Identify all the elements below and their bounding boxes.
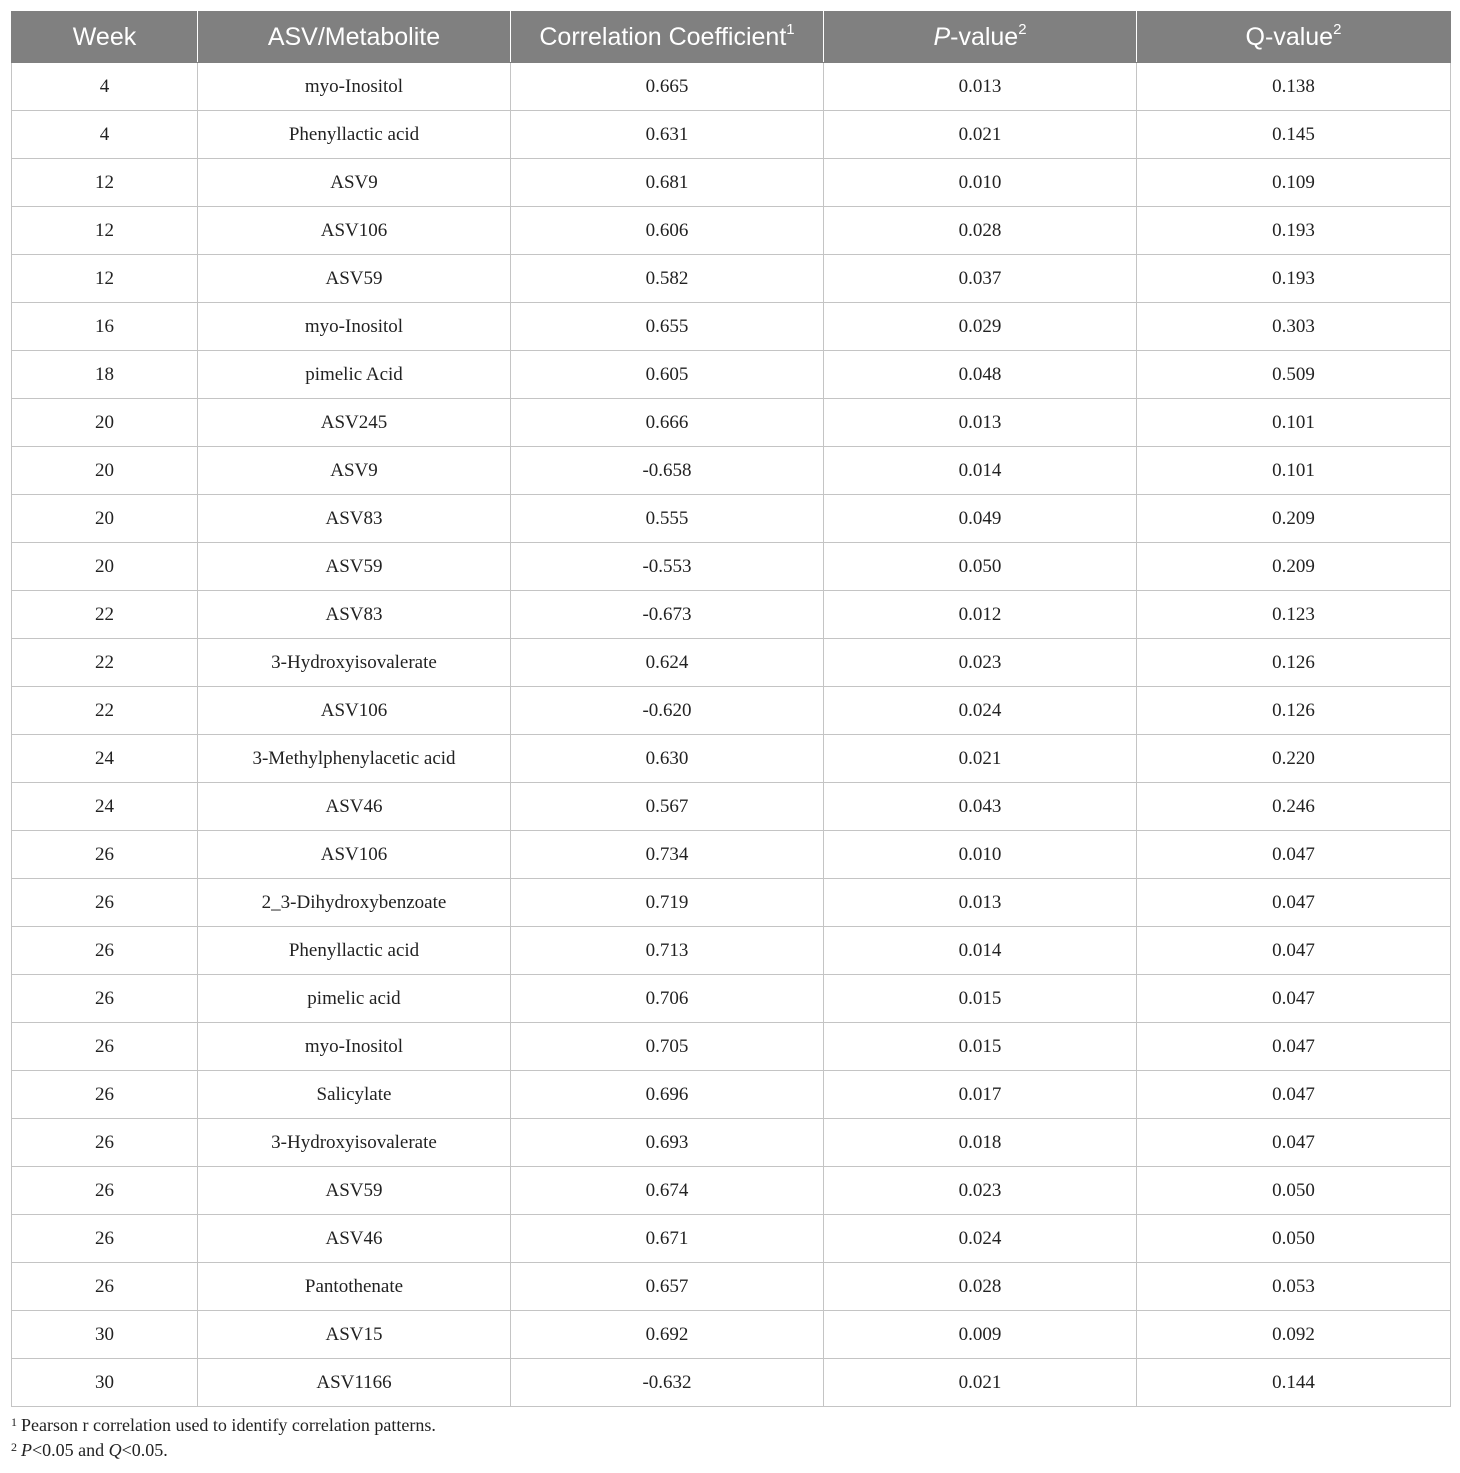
header-asv-metabolite-label: ASV/Metabolite — [267, 22, 441, 51]
cell-week: 24 — [12, 783, 198, 831]
cell-week: 26 — [12, 1215, 198, 1263]
table-row — [12, 879, 1451, 927]
header-q-label: Q-value — [1245, 22, 1334, 51]
cell-correlation: 0.555 — [511, 495, 824, 543]
cell-q-value: 0.509 — [1137, 351, 1451, 399]
table-row — [12, 639, 1451, 687]
cell-p-value: 0.014 — [824, 447, 1137, 495]
cell-asv-metabolite: ASV46 — [198, 783, 511, 831]
header-q-value — [1137, 12, 1451, 63]
table-row — [12, 495, 1451, 543]
table-row — [12, 159, 1451, 207]
cell-asv-metabolite: myo-Inositol — [198, 63, 511, 111]
cell-p-value: 0.010 — [824, 831, 1137, 879]
cell-week: 16 — [12, 303, 198, 351]
table-row — [12, 63, 1451, 111]
cell-asv-metabolite: ASV106 — [198, 831, 511, 879]
cell-week: 4 — [12, 111, 198, 159]
cell-p-value: 0.009 — [824, 1311, 1137, 1359]
cell-q-value: 0.220 — [1137, 735, 1451, 783]
cell-q-value: 0.246 — [1137, 783, 1451, 831]
cell-p-value: 0.015 — [824, 1023, 1137, 1071]
cell-asv-metabolite: ASV83 — [198, 591, 511, 639]
cell-q-value: 0.145 — [1137, 111, 1451, 159]
cell-week: 26 — [12, 927, 198, 975]
cell-correlation: 0.719 — [511, 879, 824, 927]
cell-p-value: 0.013 — [824, 879, 1137, 927]
cell-correlation: -0.620 — [511, 687, 824, 735]
table-row — [12, 783, 1451, 831]
cell-week: 12 — [12, 255, 198, 303]
cell-asv-metabolite: Phenyllactic acid — [198, 111, 511, 159]
cell-p-value: 0.021 — [824, 111, 1137, 159]
table-row — [12, 735, 1451, 783]
cell-q-value: 0.047 — [1137, 1119, 1451, 1167]
cell-asv-metabolite: ASV106 — [198, 687, 511, 735]
cell-q-value: 0.047 — [1137, 1071, 1451, 1119]
cell-week: 20 — [12, 495, 198, 543]
table-row — [12, 927, 1451, 975]
table-row — [12, 687, 1451, 735]
cell-week: 26 — [12, 831, 198, 879]
table-row — [12, 975, 1451, 1023]
cell-p-value: 0.023 — [824, 639, 1137, 687]
table-row — [12, 351, 1451, 399]
cell-q-value: 0.092 — [1137, 1311, 1451, 1359]
cell-correlation: 0.693 — [511, 1119, 824, 1167]
cell-q-value: 0.050 — [1137, 1167, 1451, 1215]
footnote-ref-2: 2 — [1018, 20, 1027, 38]
cell-correlation: -0.632 — [511, 1359, 824, 1407]
cell-asv-metabolite: ASV46 — [198, 1215, 511, 1263]
footnote-2-mark: 2 — [11, 1440, 17, 1454]
cell-asv-metabolite: myo-Inositol — [198, 1023, 511, 1071]
cell-p-value: 0.013 — [824, 399, 1137, 447]
cell-correlation: 0.582 — [511, 255, 824, 303]
cell-week: 18 — [12, 351, 198, 399]
cell-asv-metabolite: Salicylate — [198, 1071, 511, 1119]
cell-week: 24 — [12, 735, 198, 783]
cell-correlation: -0.553 — [511, 543, 824, 591]
cell-q-value: 0.047 — [1137, 1023, 1451, 1071]
cell-correlation: 0.655 — [511, 303, 824, 351]
table-row — [12, 303, 1451, 351]
table-row — [12, 447, 1451, 495]
cell-p-value: 0.015 — [824, 975, 1137, 1023]
footnote-2 — [11, 1438, 1450, 1463]
table-row — [12, 255, 1451, 303]
cell-p-value: 0.012 — [824, 591, 1137, 639]
cell-correlation: 0.706 — [511, 975, 824, 1023]
cell-correlation: 0.606 — [511, 207, 824, 255]
cell-p-value: 0.024 — [824, 1215, 1137, 1263]
cell-q-value: 0.138 — [1137, 63, 1451, 111]
cell-week: 12 — [12, 159, 198, 207]
cell-correlation: 0.713 — [511, 927, 824, 975]
cell-q-value: 0.047 — [1137, 927, 1451, 975]
cell-week: 20 — [12, 399, 198, 447]
cell-asv-metabolite: 3-Hydroxyisovalerate — [198, 639, 511, 687]
cell-correlation: 0.630 — [511, 735, 824, 783]
header-p-italic: P — [933, 22, 951, 51]
table-footnotes — [11, 1413, 1450, 1463]
cell-p-value: 0.048 — [824, 351, 1137, 399]
footnote-2-mid: <0.05 and — [32, 1440, 109, 1460]
cell-q-value: 0.101 — [1137, 447, 1451, 495]
cell-week: 22 — [12, 591, 198, 639]
table-row — [12, 1167, 1451, 1215]
cell-q-value: 0.144 — [1137, 1359, 1451, 1407]
header-week-label: Week — [72, 22, 137, 51]
footnote-2-p: P — [21, 1440, 32, 1460]
table-body — [12, 63, 1451, 1407]
table-header-row — [12, 12, 1451, 63]
cell-p-value: 0.021 — [824, 735, 1137, 783]
cell-q-value: 0.123 — [1137, 591, 1451, 639]
cell-asv-metabolite: ASV15 — [198, 1311, 511, 1359]
cell-week: 20 — [12, 447, 198, 495]
footnote-ref-1: 1 — [786, 20, 795, 38]
cell-asv-metabolite: ASV83 — [198, 495, 511, 543]
footnote-1 — [11, 1413, 1450, 1438]
cell-asv-metabolite: 3-Hydroxyisovalerate — [198, 1119, 511, 1167]
table-row — [12, 399, 1451, 447]
table-row — [12, 1311, 1451, 1359]
cell-asv-metabolite: pimelic acid — [198, 975, 511, 1023]
cell-week: 4 — [12, 63, 198, 111]
cell-asv-metabolite: Phenyllactic acid — [198, 927, 511, 975]
footnote-1-mark: 1 — [11, 1415, 17, 1429]
cell-week: 26 — [12, 1263, 198, 1311]
cell-correlation: 0.605 — [511, 351, 824, 399]
cell-asv-metabolite: ASV59 — [198, 543, 511, 591]
cell-week: 26 — [12, 879, 198, 927]
cell-q-value: 0.047 — [1137, 879, 1451, 927]
cell-p-value: 0.021 — [824, 1359, 1137, 1407]
cell-correlation: 0.567 — [511, 783, 824, 831]
cell-p-value: 0.028 — [824, 1263, 1137, 1311]
cell-week: 30 — [12, 1359, 198, 1407]
table-row — [12, 591, 1451, 639]
cell-asv-metabolite: 3-Methylphenylacetic acid — [198, 735, 511, 783]
cell-q-value: 0.209 — [1137, 543, 1451, 591]
header-correlation-coefficient — [511, 12, 824, 63]
table-row — [12, 1071, 1451, 1119]
table-row — [12, 831, 1451, 879]
table-row — [12, 1359, 1451, 1407]
cell-asv-metabolite: ASV245 — [198, 399, 511, 447]
cell-q-value: 0.193 — [1137, 207, 1451, 255]
cell-correlation: 0.692 — [511, 1311, 824, 1359]
cell-p-value: 0.010 — [824, 159, 1137, 207]
table-row — [12, 1215, 1451, 1263]
cell-p-value: 0.028 — [824, 207, 1137, 255]
cell-asv-metabolite: ASV59 — [198, 255, 511, 303]
correlation-table-container — [11, 11, 1450, 1407]
cell-q-value: 0.303 — [1137, 303, 1451, 351]
table-row — [12, 1023, 1451, 1071]
cell-correlation: 0.671 — [511, 1215, 824, 1263]
cell-q-value: 0.101 — [1137, 399, 1451, 447]
cell-correlation: 0.674 — [511, 1167, 824, 1215]
cell-correlation: -0.673 — [511, 591, 824, 639]
cell-correlation: 0.705 — [511, 1023, 824, 1071]
cell-p-value: 0.029 — [824, 303, 1137, 351]
cell-week: 22 — [12, 639, 198, 687]
cell-p-value: 0.024 — [824, 687, 1137, 735]
cell-p-value: 0.037 — [824, 255, 1137, 303]
cell-asv-metabolite: ASV9 — [198, 447, 511, 495]
header-asv-metabolite — [198, 12, 511, 63]
cell-q-value: 0.047 — [1137, 831, 1451, 879]
correlation-table — [11, 11, 1451, 1407]
cell-week: 20 — [12, 543, 198, 591]
table-row — [12, 1119, 1451, 1167]
footnote-2-end: <0.05. — [121, 1440, 168, 1460]
cell-week: 26 — [12, 975, 198, 1023]
cell-asv-metabolite: Pantothenate — [198, 1263, 511, 1311]
header-p-rest: -value — [950, 22, 1019, 51]
cell-p-value: 0.023 — [824, 1167, 1137, 1215]
cell-week: 22 — [12, 687, 198, 735]
cell-correlation: -0.658 — [511, 447, 824, 495]
cell-correlation: 0.666 — [511, 399, 824, 447]
cell-q-value: 0.050 — [1137, 1215, 1451, 1263]
cell-p-value: 0.014 — [824, 927, 1137, 975]
table-row — [12, 207, 1451, 255]
cell-p-value: 0.043 — [824, 783, 1137, 831]
cell-asv-metabolite: myo-Inositol — [198, 303, 511, 351]
footnote-1-text: Pearson r correlation used to identify correlation patterns. — [21, 1415, 436, 1435]
cell-p-value: 0.013 — [824, 63, 1137, 111]
cell-q-value: 0.126 — [1137, 639, 1451, 687]
cell-week: 26 — [12, 1071, 198, 1119]
cell-p-value: 0.018 — [824, 1119, 1137, 1167]
cell-asv-metabolite: 2_3-Dihydroxybenzoate — [198, 879, 511, 927]
footnote-ref-2: 2 — [1333, 20, 1342, 38]
cell-correlation: 0.624 — [511, 639, 824, 687]
cell-p-value: 0.017 — [824, 1071, 1137, 1119]
cell-p-value: 0.049 — [824, 495, 1137, 543]
cell-q-value: 0.047 — [1137, 975, 1451, 1023]
cell-asv-metabolite: ASV1166 — [198, 1359, 511, 1407]
cell-correlation: 0.631 — [511, 111, 824, 159]
cell-asv-metabolite: ASV106 — [198, 207, 511, 255]
cell-correlation: 0.665 — [511, 63, 824, 111]
cell-q-value: 0.126 — [1137, 687, 1451, 735]
cell-correlation: 0.657 — [511, 1263, 824, 1311]
cell-week: 12 — [12, 207, 198, 255]
cell-asv-metabolite: pimelic Acid — [198, 351, 511, 399]
cell-q-value: 0.109 — [1137, 159, 1451, 207]
cell-correlation: 0.734 — [511, 831, 824, 879]
cell-week: 26 — [12, 1167, 198, 1215]
cell-q-value: 0.209 — [1137, 495, 1451, 543]
cell-asv-metabolite: ASV59 — [198, 1167, 511, 1215]
table-row — [12, 1263, 1451, 1311]
cell-correlation: 0.696 — [511, 1071, 824, 1119]
header-correlation-label: Correlation Coefficient — [539, 22, 787, 51]
cell-q-value: 0.053 — [1137, 1263, 1451, 1311]
cell-p-value: 0.050 — [824, 543, 1137, 591]
table-row — [12, 111, 1451, 159]
cell-correlation: 0.681 — [511, 159, 824, 207]
table-row — [12, 543, 1451, 591]
header-p-value — [824, 12, 1137, 63]
cell-week: 26 — [12, 1119, 198, 1167]
cell-week: 26 — [12, 1023, 198, 1071]
footnote-2-q: Q — [108, 1440, 122, 1460]
cell-week: 30 — [12, 1311, 198, 1359]
cell-asv-metabolite: ASV9 — [198, 159, 511, 207]
cell-q-value: 0.193 — [1137, 255, 1451, 303]
header-week — [12, 12, 198, 63]
